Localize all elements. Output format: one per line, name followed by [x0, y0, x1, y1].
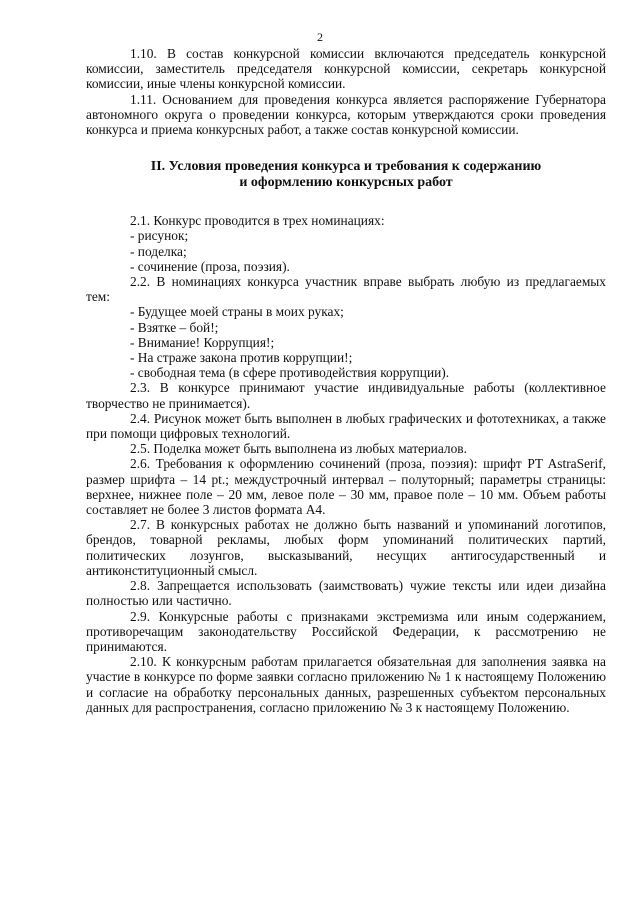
paragraph-2-6: 2.6. Требования к оформлению сочинений (проза, поэзия): шрифт PT AstraSerif, размер шрифта – 14 pt.; междустрочный интервал – полуторный; параметры страницы: верхнее, нижнее поле – 20 мм, левое поле – 30 мм, правое поле – 10 мм. Объем работы составляет не более 3 листов формата А4. [86, 456, 606, 518]
nomination-item: - поделка; [130, 243, 187, 259]
paragraph-2-3: 2.3. В конкурсе принимают участие индивидуальные работы (коллективное творчество не принимается). [86, 380, 606, 411]
paragraph-2-10: 2.10. К конкурсным работам прилагается обязательная для заполнения заявка на участие в конкурсе по форме заявки согласно приложению № 1 к настоящему Положению и согласие на обработку персональных данных, разрешенных субъектом персональных данных для распространения, согласно приложению № 3 к настоящему Положению. [86, 654, 606, 715]
paragraph-2-2: 2.2. В номинациях конкурса участник вправе выбрать любую из предлагаемых тем: [86, 274, 606, 305]
paragraph-2-7: 2.7. В конкурсных работах не должно быть названий и упоминаний логотипов, брендов, товарной рекламы, любых форм упоминаний политических партий, политических лозунгов, высказываний, несущих антигосударственный и антиконституционный смысл. [86, 517, 606, 578]
paragraph-2-4: 2.4. Рисунок может быть выполнен в любых графических и фототехниках, а также при помощи цифровых технологий. [86, 410, 606, 442]
paragraph-2-5: 2.5. Поделка может быть выполнена из любых материалов. [130, 441, 467, 457]
topic-item: - Взятке – бой!; [130, 319, 219, 335]
topic-item: - Будущее моей страны в моих руках; [130, 304, 344, 320]
section-2-heading-line-1: II. Условия проведения конкурса и требования к содержанию [150, 159, 542, 175]
paragraph-2-9: 2.9. Конкурсные работы с признаками экстремизма или иным содержанием, противоречащим законодательству Российской Федерации, к рассмотрению не принимаются. [86, 608, 606, 654]
document-body [86, 46, 606, 715]
topic-item: - На страже закона против коррупции!; [130, 350, 353, 366]
paragraph-1-11: 1.11. Основанием для проведения конкурса является распоряжение Губернатора автономного округа о проведении конкурса, которым утверждаются сроки проведения конкурса и приема конкурсных работ, а также состав конкурсной комиссии. [86, 91, 606, 138]
paragraph-1-10: 1.10. В состав конкурсной комиссии включаются председатель конкурсной комиссии, заместитель председателя конкурсной комиссии, секретарь конкурсной комиссии, иные члены конкурсной комиссии. [86, 46, 606, 92]
nomination-item: - сочинение (проза, поэзия). [130, 258, 290, 274]
page-number: 2 [317, 30, 323, 44]
topic-item: - свободная тема (в сфере противодействия коррупции). [130, 365, 450, 381]
nomination-item: - рисунок; [130, 228, 189, 244]
section-2-heading [86, 159, 606, 191]
section-2-heading-line-2: и оформлению конкурсных работ [239, 175, 453, 191]
paragraph-2-8: 2.8. Запрещается использовать (заимствовать) чужие тексты или идеи дизайна полностью или частично. [86, 578, 606, 609]
topic-item: - Внимание! Коррупция!; [130, 334, 275, 350]
paragraph-2-1: 2.1. Конкурс проводится в трех номинациях: [130, 213, 385, 229]
